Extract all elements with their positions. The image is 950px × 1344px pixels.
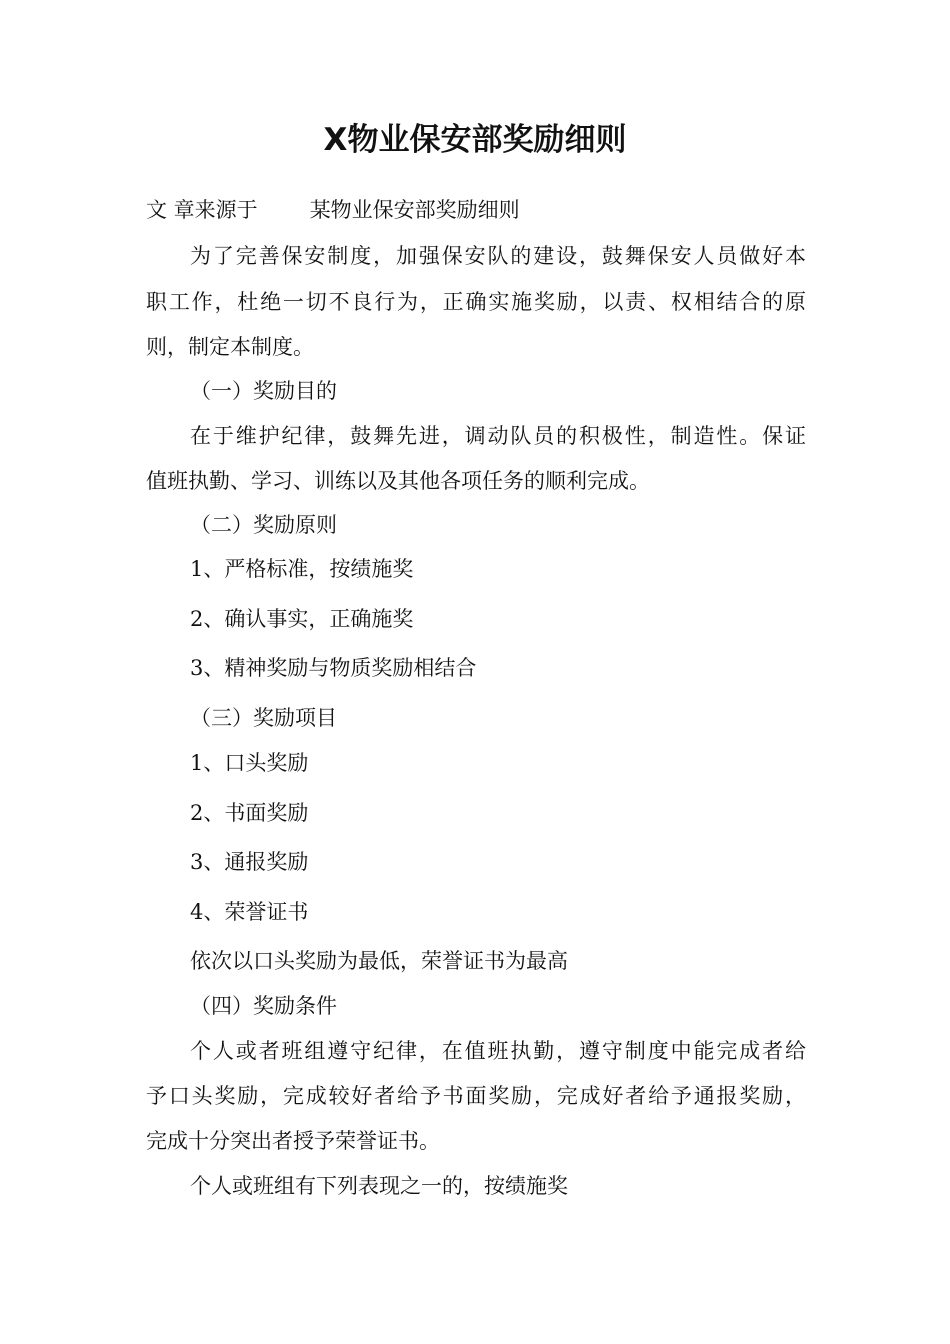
- section-heading-conditions: （四）奖励条件: [190, 994, 337, 1018]
- intro-line-3: 则，制定本制度。: [146, 335, 314, 359]
- section-heading-items: （三）奖励项目: [190, 706, 337, 730]
- principle-item-2: 2、确认事实，正确施奖: [190, 607, 414, 631]
- conditions-line-2: 予口头奖励，完成较好者给予书面奖励，完成好者给予通报奖励，: [146, 1084, 806, 1108]
- intro-line-1: 为了完善保安制度，加强保安队的建设，鼓舞保安人员做好本: [190, 244, 806, 268]
- section-heading-purpose: （一）奖励目的: [190, 379, 337, 403]
- reward-item-2: 2、书面奖励: [190, 801, 309, 825]
- reward-item-1: 1、口头奖励: [190, 751, 309, 775]
- section-heading-principles: （二）奖励原则: [190, 513, 337, 537]
- principle-item-3: 3、精神奖励与物质奖励相结合: [190, 656, 477, 680]
- intro-line-2: 职工作，杜绝一切不良行为，正确实施奖励，以责、权相结合的原: [146, 290, 806, 314]
- reward-item-4: 4、荣誉证书: [190, 900, 309, 924]
- conditions-line-4: 个人或班组有下列表现之一的，按绩施奖: [190, 1174, 568, 1198]
- purpose-line-2: 值班执勤、学习、训练以及其他各项任务的顺利完成。: [146, 469, 650, 493]
- principle-item-1: 1、严格标准，按绩施奖: [190, 557, 414, 581]
- reward-item-3: 3、通报奖励: [190, 850, 309, 874]
- document-title: X物业保安部奖励细则: [323, 122, 627, 158]
- purpose-line-1: 在于维护纪律，鼓舞先进，调动队员的积极性，制造性。保证: [190, 424, 806, 448]
- conditions-line-1: 个人或者班组遵守纪律，在值班执勤，遵守制度中能完成者给: [190, 1039, 806, 1063]
- source-label: 文 章来源于: [146, 198, 258, 222]
- conditions-line-3: 完成十分突出者授予荣誉证书。: [146, 1129, 440, 1153]
- source-value: 某物业保安部奖励细则: [309, 198, 520, 222]
- reward-order-note: 依次以口头奖励为最低，荣誉证书为最高: [190, 949, 568, 973]
- source-line: [146, 192, 520, 228]
